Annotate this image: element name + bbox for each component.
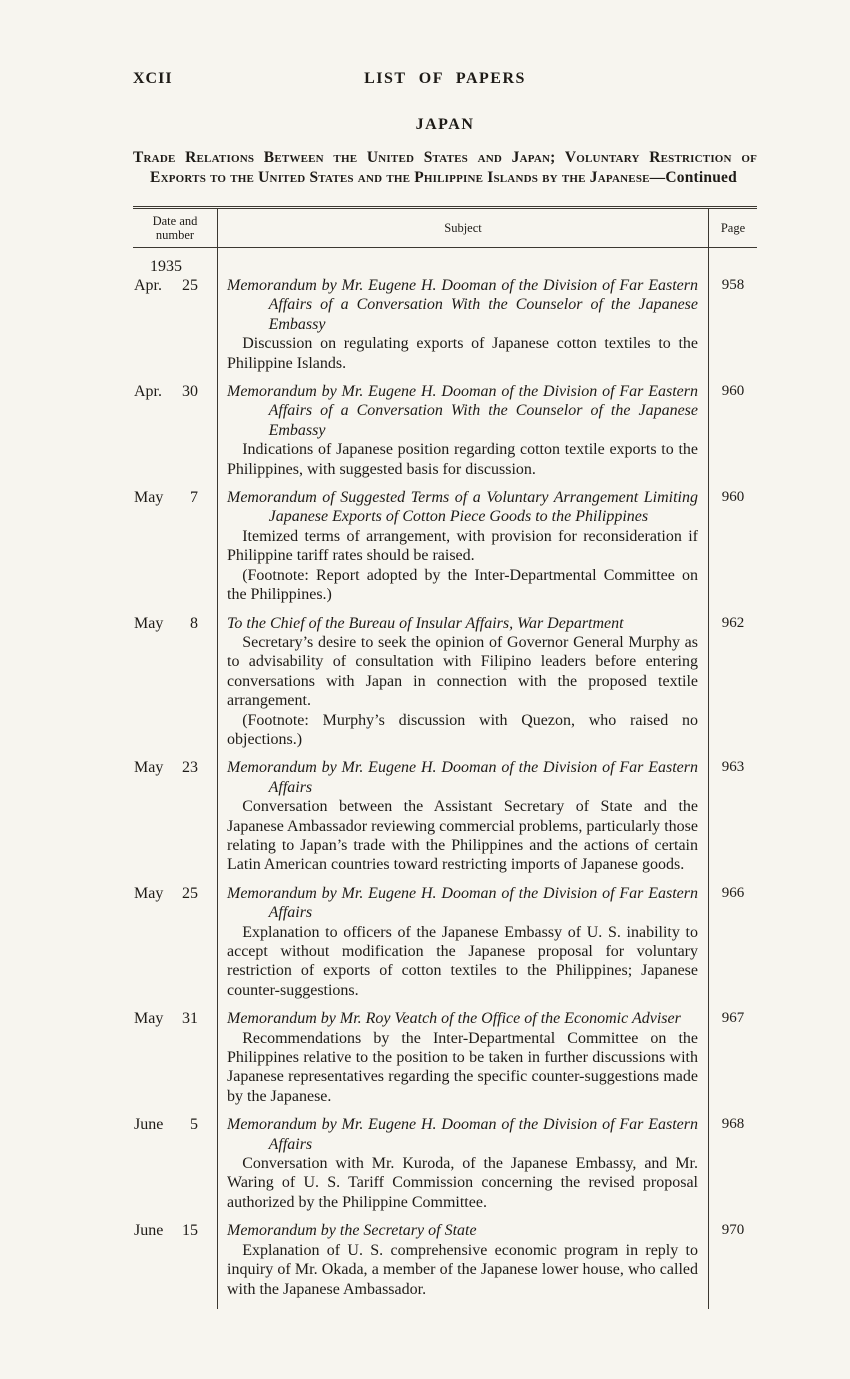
- page-cell: [709, 248, 757, 373]
- date-day: 23: [182, 759, 198, 777]
- page-number: 970: [721, 1222, 745, 1239]
- subject-cell: [218, 875, 709, 1000]
- entry-title: Memorandum by Mr. Eugene H. Dooman of the Division of Far Eastern Affairs of a Conversation With the Counselor of the Japanese Embassy: [227, 383, 698, 439]
- entry-title: To the Chief of the Bureau of Insular Affairs, War Department: [227, 614, 624, 632]
- entry-title: Memorandum by Mr. Eugene H. Dooman of the Division of Far Eastern Affairs of a Conversation With the Counselor of the Japanese Embassy: [227, 277, 698, 333]
- page-cell: [709, 373, 757, 479]
- subject-cell: [218, 749, 709, 874]
- date-day: 30: [182, 383, 198, 401]
- page-cell: [709, 1106, 757, 1212]
- subject-cell: [218, 479, 709, 604]
- table-row: [133, 875, 757, 1000]
- entry-date: [134, 488, 198, 507]
- date-day: 8: [190, 614, 198, 632]
- page-cell: [709, 1000, 757, 1106]
- date-day: 15: [182, 1222, 198, 1240]
- date-cell: [133, 373, 218, 479]
- entry-title: Memorandum by the Secretary of State: [227, 1222, 477, 1240]
- entry-paragraph: Itemized terms of arrangement, with provision for reconsideration if Philippine tariff rates should be raised.: [227, 527, 698, 565]
- entry-title: Memorandum by Mr. Eugene H. Dooman of the Division of Far Eastern Affairs: [227, 884, 698, 922]
- date-cell: [133, 875, 218, 1000]
- subject-cell: [218, 1212, 709, 1309]
- date-day: 5: [190, 1116, 198, 1134]
- topic-heading: [133, 148, 757, 188]
- date-cell: [133, 1000, 218, 1106]
- topic-heading-main: Trade Relations Between the United States and Japan; Voluntary Restriction of Exports to the United States and the Philippine Islands by the Japanese: [133, 149, 757, 186]
- date-month: Apr.: [134, 277, 162, 294]
- subject-cell: [218, 1000, 709, 1106]
- page-number: 967: [721, 1010, 745, 1027]
- entry-paragraph: Explanation to officers of the Japanese Embassy of U. S. inability to accept without modification the Japanese proposal for voluntary restriction of exports of cotton textiles to the Philippines; Japanese counter-suggestions.: [227, 923, 698, 999]
- table-body: [133, 248, 757, 1309]
- entry-paragraph: Recommendations by the Inter-Departmental Committee on the Philippines relative to the position to be taken in further discussions with Japanese representatives regarding the specific counter-suggestions made by the Japanese.: [227, 1029, 698, 1105]
- page-number: 966: [721, 884, 745, 901]
- date-cell: [133, 248, 218, 373]
- entry-date: [134, 1009, 198, 1028]
- page-cell: [709, 479, 757, 604]
- date-cell: [133, 1212, 218, 1309]
- page-cell: [709, 1212, 757, 1309]
- section-title: JAPAN: [415, 116, 475, 133]
- date-day: 31: [182, 1010, 198, 1028]
- page-number: 962: [721, 614, 745, 631]
- entry-title: Memorandum by Mr. Eugene H. Dooman of the Division of Far Eastern Affairs: [227, 759, 698, 796]
- running-title: LIST OF PAPERS: [364, 70, 526, 87]
- entry-date: [134, 1115, 198, 1134]
- date-day: 7: [190, 489, 198, 507]
- page-number: 960: [721, 489, 745, 506]
- date-cell: [133, 749, 218, 874]
- table-row: [133, 248, 757, 373]
- page-number: 960: [721, 383, 745, 400]
- entry-title: Memorandum by Mr. Eugene H. Dooman of the Division of Far Eastern Affairs: [227, 1116, 698, 1153]
- entry-paragraph: Conversation with Mr. Kuroda, of the Japanese Embassy, and Mr. Waring of U. S. Tariff Commission concerning the revised proposal authorized by the Philippine Committee.: [227, 1155, 698, 1211]
- date-month: May: [134, 759, 164, 777]
- table-row: [133, 605, 757, 750]
- subject-cell: [218, 1106, 709, 1212]
- entry-paragraph: (Footnote: Murphy’s discussion with Quezon, who raised no objections.): [227, 711, 698, 748]
- entry-date: [134, 382, 198, 401]
- entry-title: Memorandum by Mr. Roy Veatch of the Office of the Economic Adviser: [227, 1010, 681, 1028]
- table-row: [133, 1212, 757, 1309]
- date-month: Apr.: [134, 383, 162, 401]
- date-cell: [133, 1106, 218, 1212]
- page-number: 968: [721, 1116, 745, 1133]
- page-cell: [709, 875, 757, 1000]
- date-month: June: [134, 1116, 164, 1134]
- date-month: May: [134, 1010, 164, 1028]
- entry-paragraph: Discussion on regulating exports of Japanese cotton textiles to the Philippine Islands.: [227, 335, 698, 372]
- topic-heading-continued: —Continued: [649, 169, 737, 186]
- papers-table: [133, 206, 757, 1309]
- date-month: May: [134, 884, 164, 902]
- page-content: [133, 70, 757, 1309]
- page-cell: [709, 749, 757, 874]
- date-month: May: [134, 489, 164, 507]
- entry-paragraph: Conversation between the Assistant Secretary of State and the Japanese Ambassador reviewing commercial problems, particularly those relating to Japan’s trade with the Philippines and the actions of certain Latin American countries toward restricting imports of Japanese goods.: [227, 798, 698, 874]
- date-day: 25: [182, 277, 198, 294]
- table-row: [133, 479, 757, 604]
- entry-date: [134, 884, 198, 903]
- table-row: [133, 1000, 757, 1106]
- entry-paragraph: Indications of Japanese position regarding cotton textile exports to the Philippines, with suggested basis for discussion.: [227, 441, 698, 478]
- date-cell: [133, 605, 218, 750]
- page-cell: [709, 605, 757, 750]
- subject-cell: [218, 373, 709, 479]
- entry-date: [134, 614, 198, 633]
- entry-paragraph: (Footnote: Report adopted by the Inter-Departmental Committee on the Philippines.): [227, 566, 698, 604]
- table-header-row: [133, 209, 757, 248]
- entry-date: [134, 758, 198, 777]
- date-cell: [133, 479, 218, 604]
- table-row: [133, 749, 757, 874]
- subject-cell: [218, 605, 709, 750]
- entry-paragraph: Explanation of U. S. comprehensive economic program in reply to inquiry of Mr. Okada, a member of the Japanese lower house, who called with the Japanese Ambassador.: [227, 1241, 698, 1298]
- table-row: [133, 1106, 757, 1212]
- entry-date: [134, 276, 198, 295]
- subject-cell: [218, 248, 709, 373]
- page-number: 958: [721, 277, 745, 293]
- column-header-date: Date and number: [133, 209, 218, 247]
- entry-title: Memorandum of Suggested Terms of a Voluntary Arrangement Limiting Japanese Exports of Cotton Piece Goods to the Philippines: [227, 489, 698, 526]
- page-number: 963: [721, 759, 745, 776]
- running-head: [133, 70, 757, 92]
- column-header-subject: Subject: [218, 209, 709, 247]
- folio-number: XCII: [133, 70, 173, 87]
- entry-paragraph: Secretary’s desire to seek the opinion of Governor General Murphy as to advisability of consultation with Filipino leaders before entering conversations with Japan in connection with the proposed textile arrangement.: [227, 633, 698, 710]
- year-label: 1935: [150, 258, 182, 275]
- date-day: 25: [182, 884, 198, 902]
- date-month: May: [134, 614, 164, 632]
- entry-date: [134, 1221, 198, 1240]
- table-row: [133, 373, 757, 479]
- date-month: June: [134, 1222, 164, 1240]
- column-header-page: Page: [720, 221, 746, 235]
